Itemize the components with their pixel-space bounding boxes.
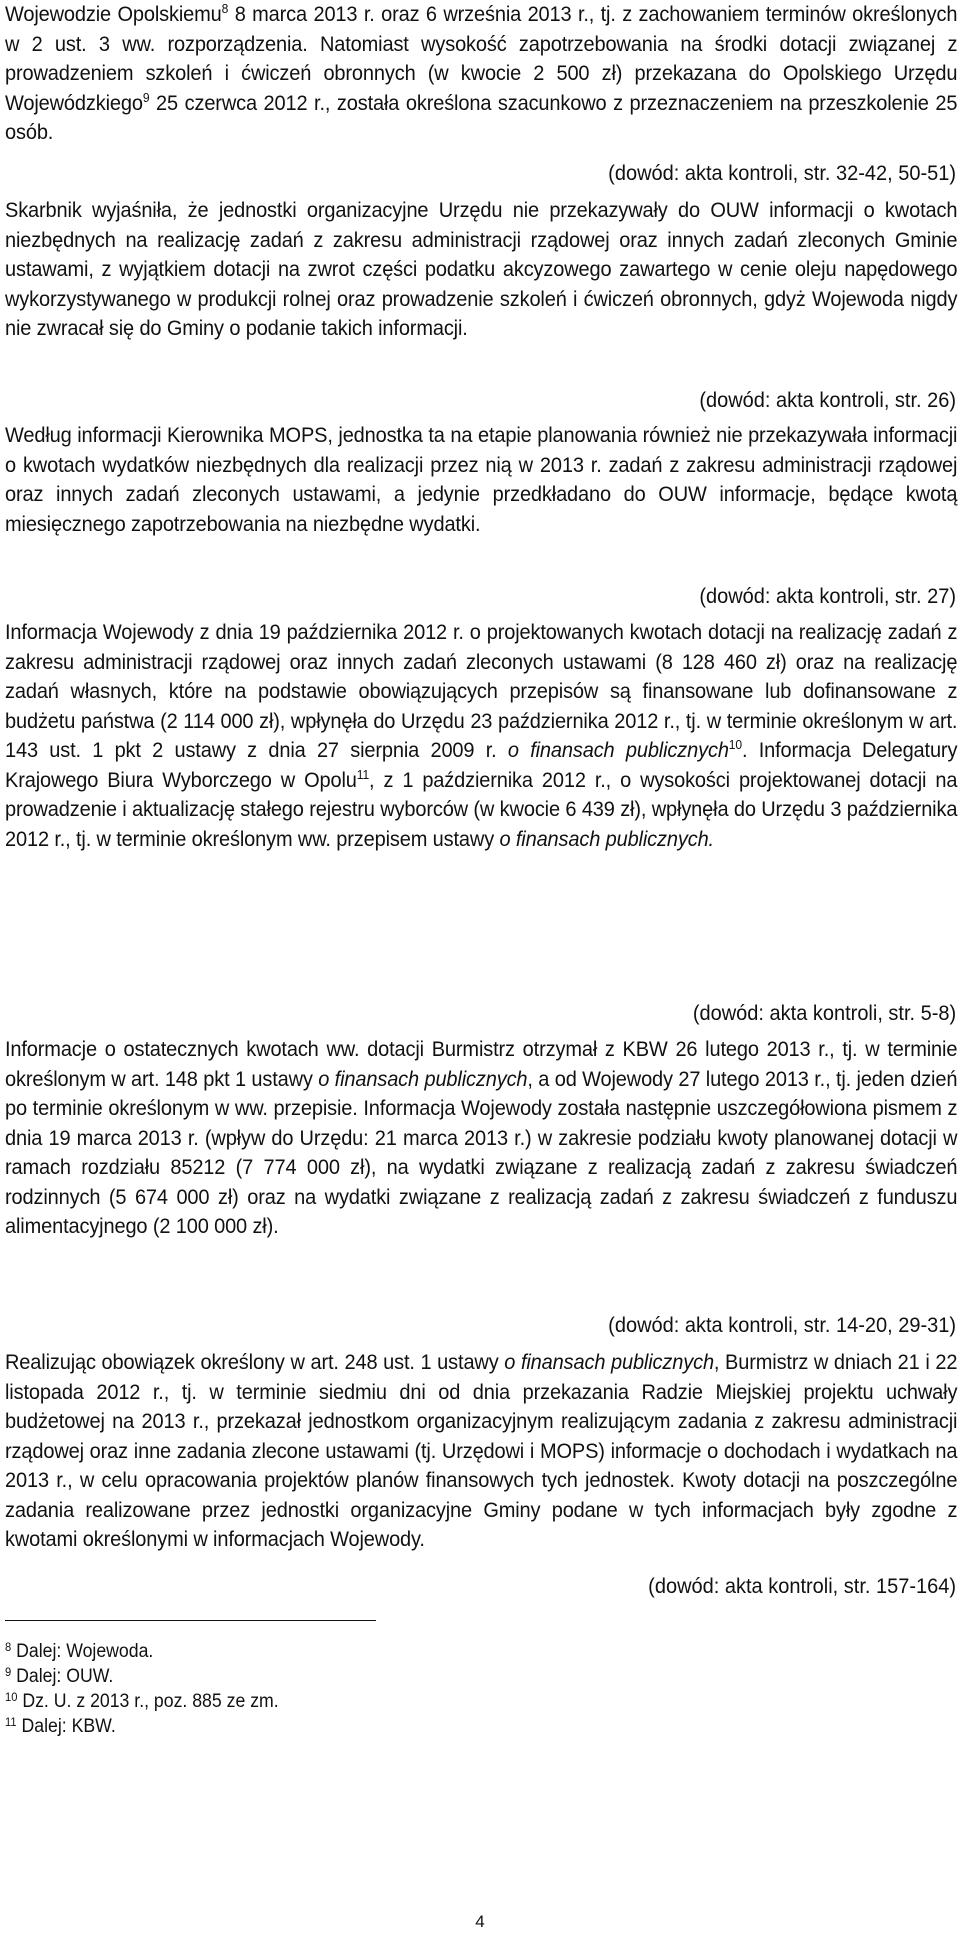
page-number: 4 [475, 1912, 485, 1931]
act-title-italic: o finansach publicznych [318, 1066, 528, 1091]
evidence-ref-6: (dowód: akta kontroli, str. 157-164) [648, 1574, 956, 1598]
footnote-10 [5, 1690, 279, 1714]
evidence-ref-1: (dowód: akta kontroli, str. 32-42, 50-51) [608, 161, 956, 185]
act-title-italic: o finansach publicznych [507, 738, 729, 762]
text-run: . Informacja Delegatury Krajowego Biura Wyborczego w Opolu [5, 738, 958, 792]
evidence-ref-5: (dowód: akta kontroli, str. 14-20, 29-31) [608, 1313, 956, 1337]
footnote-text: Dz. U. z 2013 r., poz. 885 ze zm. [17, 1691, 279, 1712]
footnote-8 [5, 1640, 153, 1664]
paragraph-6 [5, 1348, 958, 1555]
text-run: Realizując obowiązek określony w art. 248 ust. 1 ustawy [5, 1350, 505, 1374]
footnote-number: 10 [5, 1690, 18, 1704]
text-run: Informacje o ostatecznych kwotach ww. dotacji Burmistrz otrzymał z KBW 26 lutego 2013 r., tj. w terminie określonym w art. 148 pkt 1 ustawy [5, 1037, 958, 1091]
evidence-ref-2: (dowód: akta kontroli, str. 26) [699, 388, 956, 412]
act-title-italic: o finansach publicznych [504, 1350, 714, 1374]
footnote-11 [5, 1715, 116, 1739]
paragraph-5 [5, 1035, 958, 1242]
paragraph-3 [5, 421, 958, 539]
footnote-number: 8 [5, 1640, 12, 1654]
evidence-ref-4: (dowód: akta kontroli, str. 5-8) [692, 1001, 956, 1025]
evidence-ref-3: (dowód: akta kontroli, str. 27) [699, 584, 956, 608]
footnote-number: 9 [5, 1665, 12, 1679]
text-run: , z 1 października 2012 r., o wysokości projektowanej dotacji na prowadzenie i aktualizację stałego rejestru wyborców (w kwocie 6 439 zł), wpłynęła do Urzędu 3 października 2012 r., tj. w terminie określonym ww. przepisem ustawy [5, 767, 958, 851]
paragraph-text: Skarbnik wyjaśniła, że jednostki organizacyjne Urzędu nie przekazywały do OUW informacji o kwotach niezbędnych na realizację zadań z zakresu administracji rządowej oraz innych zadań zleconych Gminie ustawami, z wyjątkiem dotacji na zwrot części podatku akcyzowego zawartego w cenie oleju napędowego wykorzystywanego w produkcji rolnej oraz prowadzenie szkoleń i ćwiczeń obronnych, gdyż Wojewoda nigdy nie zwracał się do Gminy o podanie takich informacji. [5, 198, 958, 340]
paragraph-2 [5, 196, 958, 344]
footnote-text: Dalej: OUW. [11, 1666, 114, 1687]
text-run: , Burmistrz w dniach 21 i 22 listopada 2012 r., tj. w terminie siedmiu dni od dnia przekazania Radzie Miejskiej projektu uchwały budżetowej na 2013 r., przekazał jednostkom organizacyjnym realizującym zadania z zakresu administracji rządowej oraz inne zadania zlecone ustawami (tj. Urzędowi i MOPS) informacje o dochodach i wydatkach na 2013 r., w celu opracowania projektów planów finansowych tych jednostek. Kwoty dotacji na poszczególne zadania realizowane przez jednostki organizacyjne Gminy podane w tych informacjach były zgodne z kwotami określonymi w informacjach Wojewody. [5, 1350, 958, 1551]
paragraph-text: Według informacji Kierownika MOPS, jednostka ta na etapie planowania również nie przekazywała informacji o kwotach wydatków niezbędnych dla realizacji przez nią w 2013 r. zadań z zakresu administracji rządowej oraz innych zadań zleconych ustawami, a jedynie przedkładano do OUW informacje, będące kwotą miesięcznego zapotrzebowania na niezbędne wydatki. [5, 423, 958, 536]
footnote-number: 11 [5, 1715, 17, 1729]
text-run: , a od Wojewody 27 lutego 2013 r., tj. jeden dzień po terminie określonym w ww. przepisie. Informacja Wojewody została następnie uszczegółowiona pismem z dnia 19 marca 2013 r. (wpływ do Urzędu: 21 marca 2013 r.) w zakresie podziału kwoty planowanej dotacji w ramach rozdziału 85212 (7 774 000 zł), na wydatki związane z realizacją zadań z zakresu świadczeń rodzinnych (5 674 000 zł) oraz na wydatki związane z realizacją zadań z zakresu świadczeń z funduszu alimentacyjnego (2 100 000 zł). [5, 1066, 958, 1238]
footnote-text: Dalej: KBW. [16, 1716, 116, 1737]
footnote-9 [5, 1665, 113, 1689]
text-run: 8 marca 2013 r. oraz 6 września 2013 r., tj. z zachowaniem terminów określonych w 2 ust. 3 ww. rozporządzenia. Natomiast wysokość zapotrzebowania na środki dotacji związanej z prowadzeniem szkoleń i ćwiczeń obronnych (w kwocie 2 500 zł) przekazana do Opolskiego Urzędu Wojewódzkiego [5, 2, 958, 115]
text-run: 25 czerwca 2012 r., została określona szacunkowo z przeznaczeniem na przeszkolenie 25 osób. [5, 90, 958, 144]
text-run: Wojewodzie Opolskiemu [5, 2, 222, 26]
footnote-separator [5, 1620, 376, 1621]
footnote-ref-8: 8 [221, 1, 229, 16]
paragraph-4 [5, 618, 958, 854]
footnote-text: Dalej: Wojewoda. [11, 1641, 154, 1662]
paragraph-1 [5, 0, 958, 148]
footnote-ref-10: 10 [728, 737, 742, 752]
act-title-italic: o finansach publicznych. [499, 826, 714, 851]
footnote-ref-11: 11 [356, 766, 370, 782]
text-run: Informacja Wojewody z dnia 19 października 2012 r. o projektowanych kwotach dotacji na realizację zadań z zakresu administracji rządowej oraz innych zadań zleconych ustawami (8 128 460 zł) oraz na realizację zadań własnych, które na podstawie obowiązujących przepisów są finansowane lub dofinansowane z budżetu państwa (2 114 000 zł), wpłynęła do Urzędu 23 października 2012 r., tj. w terminie określonym w art. 143 ust. 1 pkt 2 ustawy z dnia 27 sierpnia 2009 r. [5, 620, 958, 762]
footnote-ref-9: 9 [142, 89, 150, 105]
